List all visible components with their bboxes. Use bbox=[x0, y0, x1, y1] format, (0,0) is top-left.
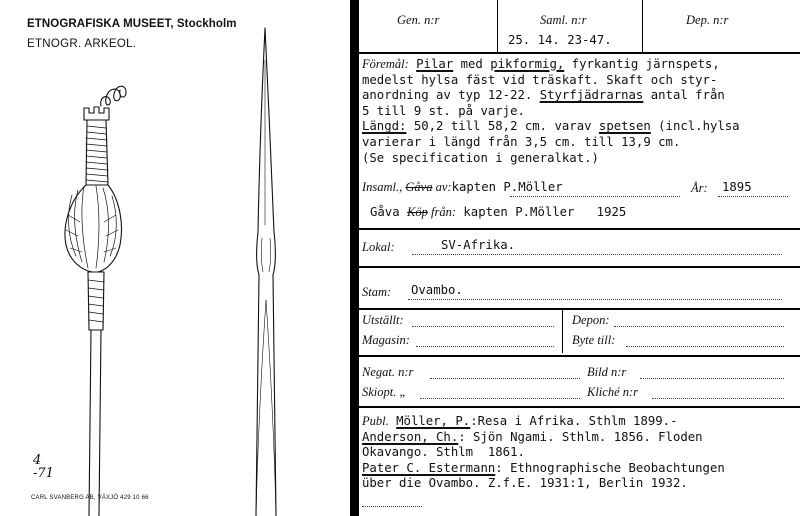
insaml-row: Insaml., Gåva av:kapten P.Möller bbox=[362, 180, 563, 194]
foremal-specification: (Se specification i generalkat.) bbox=[362, 150, 599, 165]
foremal-section: Föremål: Pilar med pikformig, fyrkantig järnspets, medelst hylsa fäst vid träskaft. Skaft och styr- anordning av typ 12-22. Styrfjädrarnas antal från 5 till 9 st. på varje. Längd: 50,2 till 58,2 cm. varav spetsen (incl.hylsa varierar i längd från 3,5 cm. till 13,9 cm. (Se specification i generalkat.) bbox=[362, 57, 740, 165]
row-divider bbox=[359, 308, 800, 310]
ar-value: 1895 bbox=[722, 180, 752, 194]
gen-nr-label: Gen. n:r bbox=[397, 13, 440, 27]
foremal-line: anordning av typ 12-22. Styrfjädrarnas antal från bbox=[362, 88, 725, 103]
stam-label: Stam: bbox=[362, 285, 392, 299]
storage-divider bbox=[562, 308, 563, 353]
lokal-value: SV-Afrika. bbox=[441, 238, 516, 252]
depon-label: Depon: bbox=[572, 313, 610, 327]
foremal-object: Pilar bbox=[416, 57, 454, 71]
museum-department: ETNOGR. ARKEOL. bbox=[27, 38, 137, 50]
spike-arrowhead-drawing bbox=[256, 28, 276, 516]
handwritten-number: 4 -71 bbox=[33, 453, 54, 481]
insaml-value: kapten P.Möller bbox=[451, 180, 563, 194]
skiopt-label: Skiopt. „ bbox=[362, 385, 407, 399]
utstallt-label: Utställt: bbox=[362, 313, 404, 327]
stam-value: Ovambo. bbox=[411, 283, 463, 297]
gava-value: kapten P.Möller 1925 bbox=[463, 205, 627, 219]
negat-nr-label: Negat. n:r bbox=[362, 365, 414, 379]
row-divider bbox=[359, 52, 800, 54]
foremal-line: Längd: 50,2 till 58,2 cm. varav spetsen (incl.hylsa bbox=[362, 119, 740, 134]
row-divider bbox=[359, 406, 800, 408]
foremal-line: varierar i längd från 3,5 cm. till 13,9 cm. bbox=[362, 134, 681, 149]
publ-line: Anderson, Ch.: Sjön Ngami. Sthlm. 1856. Floden bbox=[362, 429, 703, 444]
header-divider bbox=[642, 0, 643, 52]
kliche-nr-label: Kliché n:r bbox=[587, 385, 639, 399]
foremal-label: Föremål: bbox=[362, 57, 409, 71]
dep-nr-label: Dep. n:r bbox=[686, 13, 729, 27]
bild-nr-label: Bild n:r bbox=[587, 365, 627, 379]
magasin-label: Magasin: bbox=[362, 333, 410, 347]
gava-row: Gåva Köp från: kapten P.Möller 1925 bbox=[370, 205, 627, 219]
catalog-card bbox=[350, 0, 800, 516]
arrow-drawings bbox=[0, 0, 350, 516]
fletched-arrow-drawing bbox=[65, 86, 126, 516]
museum-title: ETNOGRAFISKA MUSEET, Stockholm bbox=[27, 18, 237, 30]
card-edge-bar bbox=[350, 0, 359, 516]
header-divider bbox=[497, 0, 498, 52]
publ-line: Okavango. Sthlm 1861. bbox=[362, 445, 525, 460]
row-divider bbox=[359, 266, 800, 268]
printer-imprint: CARL SVANBERG AB, VÄXJÖ 429 10 66 bbox=[31, 495, 149, 501]
lokal-label: Lokal: bbox=[362, 240, 395, 254]
publ-section: Publ. Möller, P.:Resa i Afrika. Sthlm 1899.- Anderson, Ch.: Sjön Ngami. Sthlm. 1856. Floden Okavango. Sthlm 1861. Pater C. Estermann: Ethnographische Beobachtungen über die Ovambo. Z.f.E. 1931:1, Berlin 1932. bbox=[362, 414, 725, 491]
ar-label: År: bbox=[691, 181, 708, 195]
museum-drawing-page bbox=[0, 0, 350, 516]
publ-line: über die Ovambo. Z.f.E. 1931:1, Berlin 1932. bbox=[362, 476, 688, 491]
byte-till-label: Byte till: bbox=[572, 333, 616, 347]
row-divider bbox=[359, 228, 800, 230]
foremal-line: 5 till 9 st. på varje. bbox=[362, 103, 525, 118]
row-divider bbox=[359, 355, 800, 357]
saml-nr-label: Saml. n:r bbox=[540, 13, 587, 27]
publ-label: Publ. bbox=[362, 414, 389, 428]
saml-nr-value: 25. 14. 23-47. bbox=[508, 33, 612, 47]
foremal-line: medelst hylsa fäst vid träskaft. Skaft och styr- bbox=[362, 72, 718, 87]
publ-line: Pater C. Estermann: Ethnographische Beobachtungen bbox=[362, 460, 725, 475]
